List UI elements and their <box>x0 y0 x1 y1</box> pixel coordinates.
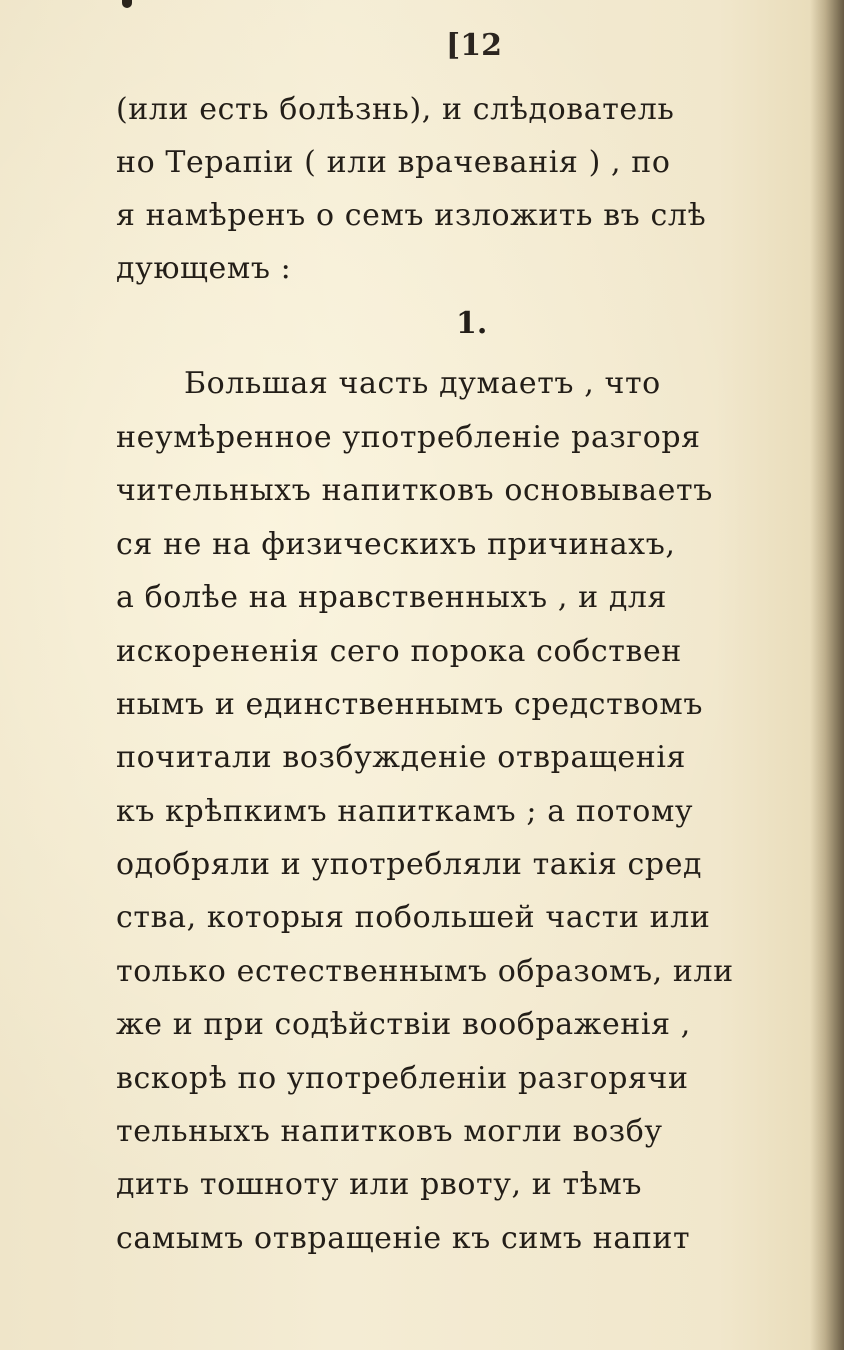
text-line-intro-4: дующемъ : <box>116 251 292 286</box>
page-gutter-shadow <box>810 0 844 1350</box>
text-line-body-12: только естественнымъ образомъ, или <box>116 954 734 989</box>
text-line-body-8: почитали возбужденіе отвращенія <box>116 740 687 775</box>
text-line-body-10: одобряли и употребляли такія сред <box>116 847 703 882</box>
ink-mark <box>122 0 132 8</box>
text-line-intro-2: но Терапіи ( или врачеванія ) , по <box>116 145 671 180</box>
section-number: 1. <box>456 306 488 341</box>
text-line-body-1: Большая часть думаетъ , что <box>184 366 661 401</box>
page-number: [12 <box>446 28 502 63</box>
text-line-body-5: а болѣе на нравственныхъ , и для <box>116 580 668 615</box>
text-line-body-14: вскорѣ по употребленіи разгорячи <box>116 1061 689 1096</box>
text-line-body-4: ся не на физическихъ причинахъ, <box>116 527 676 562</box>
text-line-body-16: дить тошноту или рвоту, и тѣмъ <box>116 1167 643 1202</box>
text-line-intro-3: я намѣренъ о семъ изложить въ слѣ <box>116 198 707 233</box>
text-line-body-11: ства, которыя побольшей части или <box>116 900 711 935</box>
text-line-body-3: чительныхъ напитковъ основываетъ <box>116 473 713 508</box>
text-line-body-9: къ крѣпкимъ напиткамъ ; а потому <box>116 794 694 829</box>
text-line-body-2: неумѣренное употребленіе разгоря <box>116 420 701 455</box>
text-line-body-13: же и при содѣйствіи воображенія , <box>116 1007 691 1042</box>
text-line-body-7: нымъ и единственнымъ средствомъ <box>116 687 704 722</box>
text-line-intro-1: (или есть болѣзнь), и слѣдователь <box>116 92 675 127</box>
text-line-body-6: искорененія сего порока собствен <box>116 634 682 669</box>
text-line-body-17: самымъ отвращеніе къ симъ напит <box>116 1221 691 1256</box>
text-line-body-15: тельныхъ напитковъ могли возбу <box>116 1114 663 1149</box>
